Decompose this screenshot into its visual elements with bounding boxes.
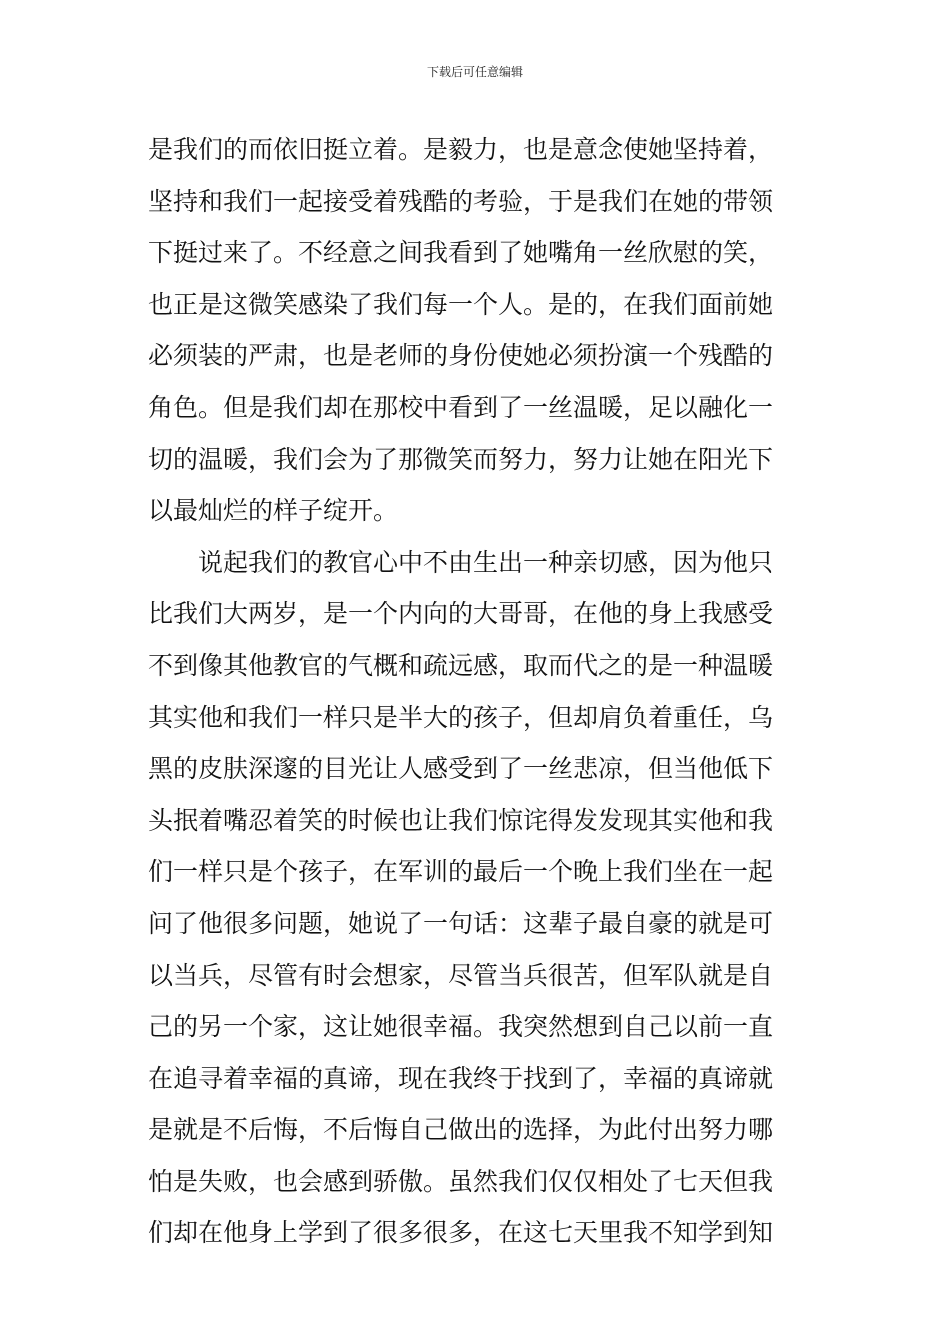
text-line: 切的温暖，我们会为了那微笑而努力，努力让她在阳光下	[148, 444, 774, 474]
text-line: 头抿着嘴忍着笑的时候也让我们惊诧得发发现其实他和我	[148, 805, 774, 835]
paragraph	[148, 124, 808, 537]
text-line: 比我们大两岁，是一个内向的大哥哥，在他的身上我感受	[148, 599, 774, 629]
text-line: 己的另一个家，这让她很幸福。我突然想到自己以前一直	[148, 1012, 774, 1042]
text-line: 也正是这微笑感染了我们每一个人。是的，在我们面前她	[148, 289, 774, 319]
paragraph	[148, 537, 808, 1259]
text-line: 以最灿烂的样子绽开。	[148, 496, 399, 526]
text-line: 必须装的严肃，也是老师的身份使她必须扮演一个残酷的	[148, 341, 774, 371]
text-line: 下挺过来了。不经意之间我看到了她嘴角一丝欣慰的笑，	[148, 238, 774, 268]
text-line: 们却在他身上学到了很多很多，在这七天里我不知学到知	[148, 1218, 774, 1248]
text-line: 问了他很多问题，她说了一句话：这辈子最自豪的就是可	[148, 908, 774, 938]
page-header: 下载后可任意编辑	[426, 65, 523, 79]
text-line: 角色。但是我们却在那校中看到了一丝温暖，足以融化一	[148, 392, 774, 422]
text-line: 黑的皮肤深邃的目光让人感受到了一丝悲凉，但当他低下	[148, 754, 774, 784]
text-line: 说起我们的教官心中不由生出一种亲切感，因为他只	[198, 547, 774, 577]
text-line: 其实他和我们一样只是半大的孩子，但却肩负着重任，乌	[148, 702, 774, 732]
text-line: 在追寻着幸福的真谛，现在我终于找到了，幸福的真谛就	[148, 1063, 774, 1093]
document-body	[148, 124, 808, 1259]
text-line: 坚持和我们一起接受着残酷的考验，于是我们在她的带领	[148, 186, 774, 216]
text-line: 怕是失败，也会感到骄傲。虽然我们仅仅相处了七天但我	[148, 1166, 774, 1196]
text-line: 不到像其他教官的气概和疏远感，取而代之的是一种温暖	[148, 650, 774, 680]
text-line: 们一样只是个孩子，在军训的最后一个晚上我们坐在一起	[148, 857, 774, 887]
text-line: 以当兵，尽管有时会想家，尽管当兵很苦，但军队就是自	[148, 960, 774, 990]
text-line: 是我们的而依旧挺立着。是毅力，也是意念使她坚持着，	[148, 135, 774, 164]
text-line: 是就是不后悔，不后悔自己做出的选择，为此付出努力哪	[148, 1115, 774, 1145]
